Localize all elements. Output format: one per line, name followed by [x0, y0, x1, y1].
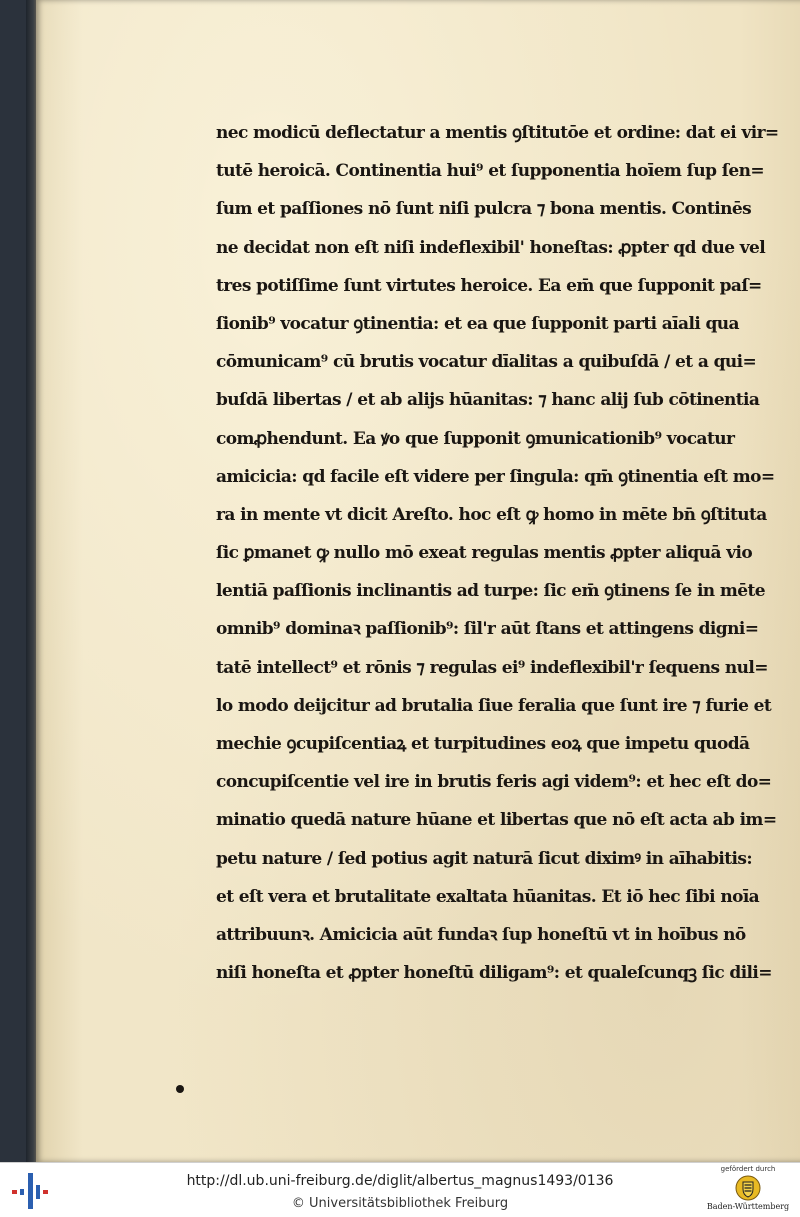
text-line-8: buſdā libertas / et ab alijs hūanitas: ⁊ hanc alij ſub cōtinentia — [216, 390, 760, 411]
text-line-20: petu nature / ſed potius agit naturā ſicut diximꝰ in aīhabitis: — [216, 848, 753, 869]
copyright-notice: © Universitätsbibliothek Freiburg — [291, 1196, 509, 1211]
text-line-16: lo modo deijcitur ad brutalia ſiue feralia que ſunt ire ⁊ furie et — [216, 695, 772, 716]
crest-icon — [735, 1175, 761, 1201]
text-line-19: minatio quedā nature hūane et libertas que nō eſt acta ab im= — [216, 810, 777, 831]
text-line-1: nec modicū deflectatur a mentis ꝯſtitutōe et ordine: dat ei vir= — [216, 123, 779, 143]
text-line-5: tres potiſſime ſunt virtutes heroice. Ea em̄ que ſupponit paſ= — [216, 275, 762, 296]
text-line-13: lentiā paſſionis inclinantis ad turpe: ſic em̄ ꝯtinens ſe in mēte — [216, 581, 765, 602]
text-line-15: tatē intellect⁹ et rōnis ⁊ regulas ei⁹ indeflexibil'r ſequens nul= — [216, 657, 768, 678]
text-line-12: ſic ꝑmanet ꝙ nullo mō exeat regulas mentis ꝓpter aliquā vio — [216, 543, 753, 564]
text-line-6: ſionib⁹ vocatur ꝯtinentia: et ea que ſupponit parti aīali qua — [216, 313, 739, 334]
permalink-url[interactable]: http://dl.ub.uni-freiburg.de/diglit/albertus_magnus1493/0136 — [186, 1173, 614, 1189]
footer-bar — [0, 1162, 800, 1217]
ink-spot — [176, 1085, 184, 1093]
sponsor-caption: gefördert durch — [720, 1165, 776, 1173]
text-line-10: amicicia: qd facile eſt videre per ſingula: qm̄ ꝯtinentia eſt mo= — [216, 466, 775, 487]
text-line-17: mechie ꝯcupiſcentiaꝝ et turpitudines eoꝝ que impetu quodā — [216, 734, 750, 754]
text-line-7: cōmunicam⁹ cū brutis vocatur dīalitas a quibuſdā / et a qui= — [216, 352, 757, 373]
sponsor-name: Baden-Württemberg — [706, 1202, 790, 1211]
text-line-21: et eſt vera et brutalitate exaltata hūanitas. Et iō hec ſibi noīa — [216, 886, 760, 907]
text-line-9: comꝓhendunt. Ea ꝟo que ſupponit ꝯmunicationib⁹ vocatur — [216, 428, 735, 449]
text-block — [216, 114, 779, 992]
text-line-2: tutē heroicā. Continentia hui⁹ et ſupponentia hoīem ſup ſen= — [216, 161, 765, 182]
document-page — [36, 0, 800, 1162]
text-line-23: niſi honeſta et ꝓpter honeſtū diligam⁹: et qualeſcunqꝫ ſic dili= — [216, 963, 772, 984]
text-line-3: ſum et paſſiones nō ſunt niſi pulcra ⁊ bona mentis. Continēs — [216, 199, 752, 220]
text-line-18: concupiſcentie vel ire in brutis feris agi videm⁹: et hec eſt do= — [216, 772, 772, 793]
text-line-11: ra in mente vt dicit Areſto. hoc eſt ꝙ homo in mēte bn̄ ꝯſtituta — [216, 504, 767, 525]
sponsor-badge — [700, 1165, 796, 1217]
text-line-4: ne decidat non eſt niſi indeflexibil' honeſtas: ꝓpter qd due vel — [216, 237, 766, 258]
text-line-14: omnib⁹ dominaꝛ paſſionib⁹: ſil'r aūt ſtans et attingens digni= — [216, 619, 759, 640]
text-line-22: attribuunꝛ. Amicicia aūt fundaꝛ ſup honeſtū vt in hoībus nō — [216, 924, 746, 945]
